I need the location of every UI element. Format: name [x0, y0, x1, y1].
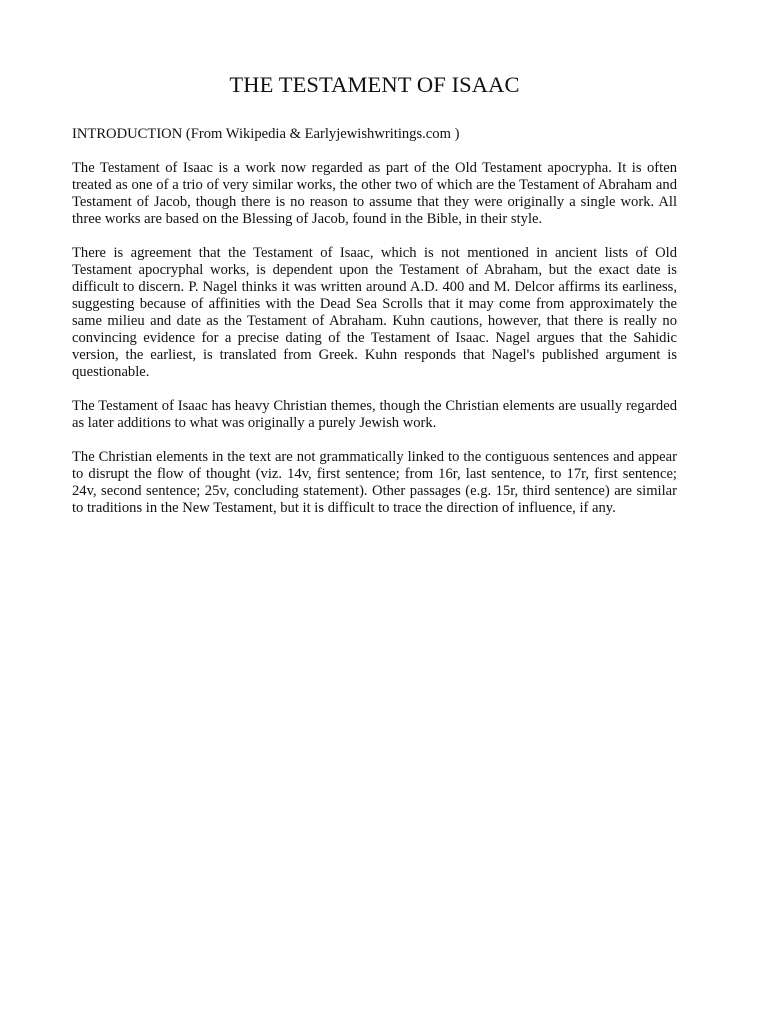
paragraph-3: The Testament of Isaac has heavy Christian themes, though the Christian elements are usually regarded as later additions to what was originally a purely Jewish work.	[72, 398, 677, 431]
document-title: THE TESTAMENT OF ISAAC	[229, 72, 520, 97]
document-page	[72, 70, 677, 517]
introduction-heading: INTRODUCTION (From Wikipedia & Earlyjewishwritings.com )	[72, 126, 460, 142]
paragraph-4: The Christian elements in the text are not grammatically linked to the contiguous sentences and appear to disrupt the flow of thought (viz. 14v, first sentence; from 16r, last sentence, to 17r, first sentence; 24v, second sentence; 25v, concluding statement). Other passages (e.g. 15r, third sentence) are similar to traditions in the New Testament, but it is difficult to trace the direction of influence, if any.	[72, 449, 677, 516]
paragraph-2: There is agreement that the Testament of Isaac, which is not mentioned in ancient lists of Old Testament apocryphal works, is dependent upon the Testament of Abraham, but the exact date is difficult to discern. P. Nagel thinks it was written around A.D. 400 and M. Delcor affirms its earliness, suggesting because of affinities with the Dead Sea Scrolls that it may come from approximately the same milieu and date as the Testament of Abraham. Kuhn cautions, however, that there is really no convincing evidence for a precise dating of the Testament of Isaac. Nagel argues that the Sahidic version, the earliest, is translated from Greek. Kuhn responds that Nagel's published argument is questionable.	[72, 245, 677, 380]
paragraph-1: The Testament of Isaac is a work now regarded as part of the Old Testament apocrypha. It is often treated as one of a trio of very similar works, the other two of which are the Testament of Abraham and Testament of Jacob, though there is no reason to assume that they were originally a single work. All three works are based on the Blessing of Jacob, found in the Bible, in their style.	[72, 160, 677, 227]
